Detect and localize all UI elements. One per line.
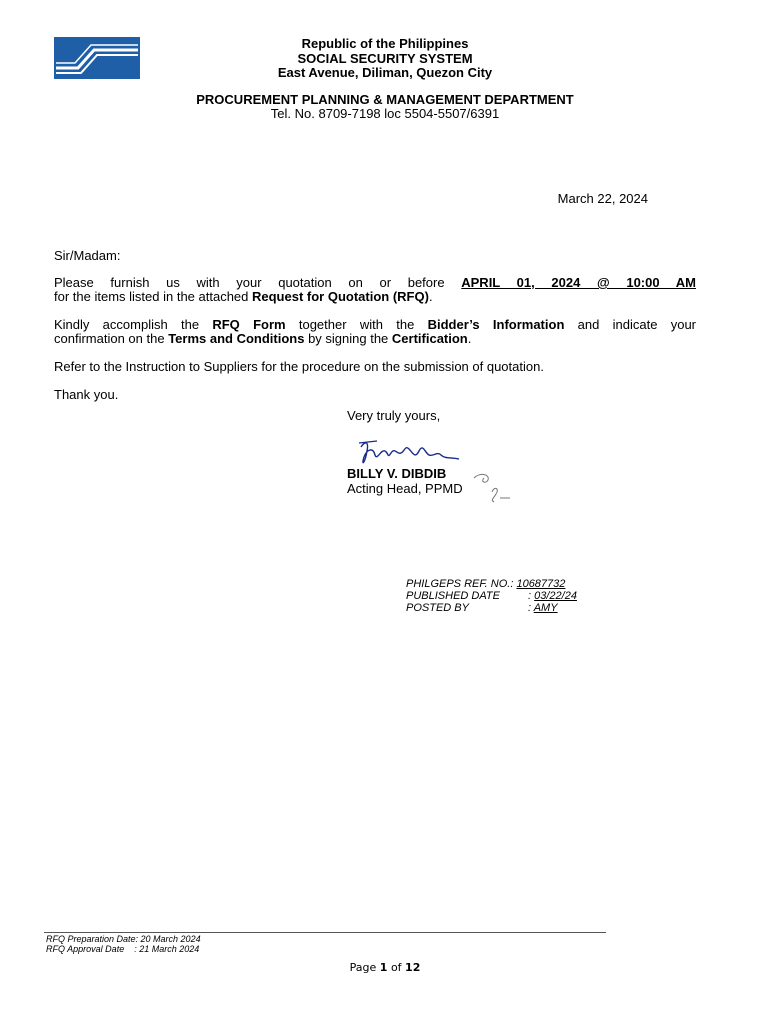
header-agency: SOCIAL SECURITY SYSTEM	[297, 51, 473, 66]
header-address: East Avenue, Diliman, Quezon City	[277, 65, 493, 80]
header-department: PROCUREMENT PLANNING & MANAGEMENT DEPARTMENT	[196, 92, 574, 107]
para2-line1: Kindly accomplish the RFQ Form together with the Bidder’s Information and indicate your	[54, 317, 697, 332]
initials-graphic	[470, 470, 514, 504]
para1-line2: for the items listed in the attached Request for Quotation (RFQ).	[54, 289, 433, 304]
signatory-name: BILLY V. DIBDIB	[347, 466, 447, 481]
rfq-label: Request for Quotation (RFQ)	[252, 289, 429, 304]
posted-by-row: POSTED BY : AMY	[406, 602, 558, 614]
rfq-preparation-date: RFQ Preparation Date: 20 March 2024	[46, 934, 201, 944]
philgeps-ref-value: 10687732	[516, 578, 566, 590]
rfq-approval-date: RFQ Approval Date : 21 March 2024	[46, 944, 200, 954]
para3: Refer to the Instruction to Suppliers for the procedure on the submission of quotation.	[54, 359, 544, 374]
page-number: Page 1 of 12	[349, 961, 421, 974]
letter-date: March 22, 2024	[557, 191, 648, 206]
deadline: APRIL 01, 2024 @ 10:00 AM	[461, 275, 696, 290]
header-tel: Tel. No. 8709-7198 loc 5504-5507/6391	[270, 106, 500, 121]
signatory-title: Acting Head, PPMD	[347, 481, 463, 496]
published-date-row: PUBLISHED DATE : 03/22/24	[406, 590, 577, 602]
para2-line2: confirmation on the Terms and Conditions by signing the Certification.	[54, 331, 472, 346]
header-republic: Republic of the Philippines	[301, 36, 469, 51]
published-date-value: 03/22/24	[534, 590, 577, 602]
philgeps-ref-row: PHILGEPS REF. NO.: 10687732	[406, 578, 566, 590]
salutation: Sir/Madam:	[54, 248, 121, 263]
thank-you: Thank you.	[54, 387, 119, 402]
closing: Very truly yours,	[347, 408, 441, 423]
para1-line1: Please furnish us with your quotation on or before APRIL 01, 2024 @ 10:00 AM	[54, 275, 696, 290]
posted-by-value: AMY	[533, 602, 558, 614]
footer-divider	[44, 932, 606, 933]
